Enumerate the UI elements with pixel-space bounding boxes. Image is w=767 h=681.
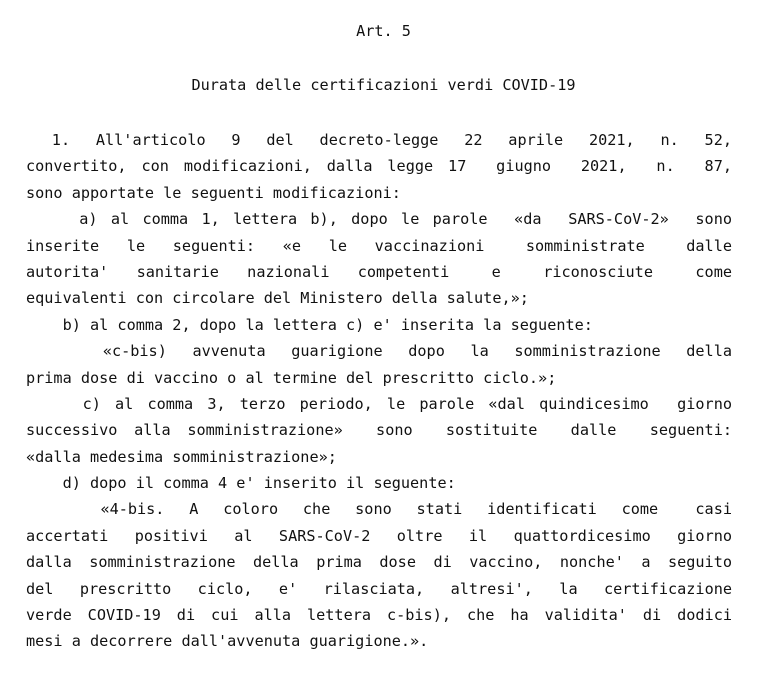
text-line: b) al comma 2, dopo la lettera c) e' inserita la seguente: [26, 315, 593, 334]
text-line: dalla somministrazione della prima dose di vaccino, nonche' a seguito [26, 553, 732, 572]
text-line: prima dose di vaccino o al termine del prescritto ciclo.»; [26, 368, 557, 387]
article-body [26, 127, 732, 655]
text-line: a) al comma 1, lettera b), dopo le parole «da SARS-CoV-2» sono [26, 210, 732, 229]
text-line: c) al comma 3, terzo periodo, le parole «dal quindicesimo giorno [26, 394, 732, 413]
text-line: verde COVID-19 di cui alla lettera c-bis), che ha validita' di dodici [26, 606, 732, 625]
article-title: Durata delle certificazioni verdi COVID-19 [191, 76, 576, 94]
text-line: equivalenti con circolare del Ministero della salute,»; [26, 289, 529, 308]
text-line: successivo alla somministrazione» sono sostituite dalle seguenti: [26, 421, 732, 440]
text-line: sono apportate le seguenti modificazioni: [26, 183, 401, 202]
text-line: «4-bis. A coloro che sono stati identificati come casi [26, 500, 732, 519]
text-line: «dalla medesima somministrazione»; [26, 447, 337, 466]
text-line: convertito, con modificazioni, dalla legge 17 giugno 2021, n. 87, [26, 157, 732, 176]
text-line: inserite le seguenti: «e le vaccinazioni somministrate dalle [26, 236, 732, 255]
text-line: accertati positivi al SARS-CoV-2 oltre il quattordicesimo giorno [26, 526, 732, 545]
article-number: Art. 5 [356, 22, 411, 40]
text-line: autorita' sanitarie nazionali competenti e riconosciute come [26, 262, 732, 281]
text-line: mesi a decorrere dall'avvenuta guarigione.». [26, 632, 429, 651]
text-line: 1. All'articolo 9 del decreto-legge 22 aprile 2021, n. 52, [26, 131, 732, 149]
text-line: d) dopo il comma 4 e' inserito il seguente: [26, 474, 456, 493]
text-line: del prescritto ciclo, e' rilasciata, altresi', la certificazione [26, 579, 732, 598]
text-line: «c-bis) avvenuta guarigione dopo la somministrazione della [26, 342, 732, 361]
